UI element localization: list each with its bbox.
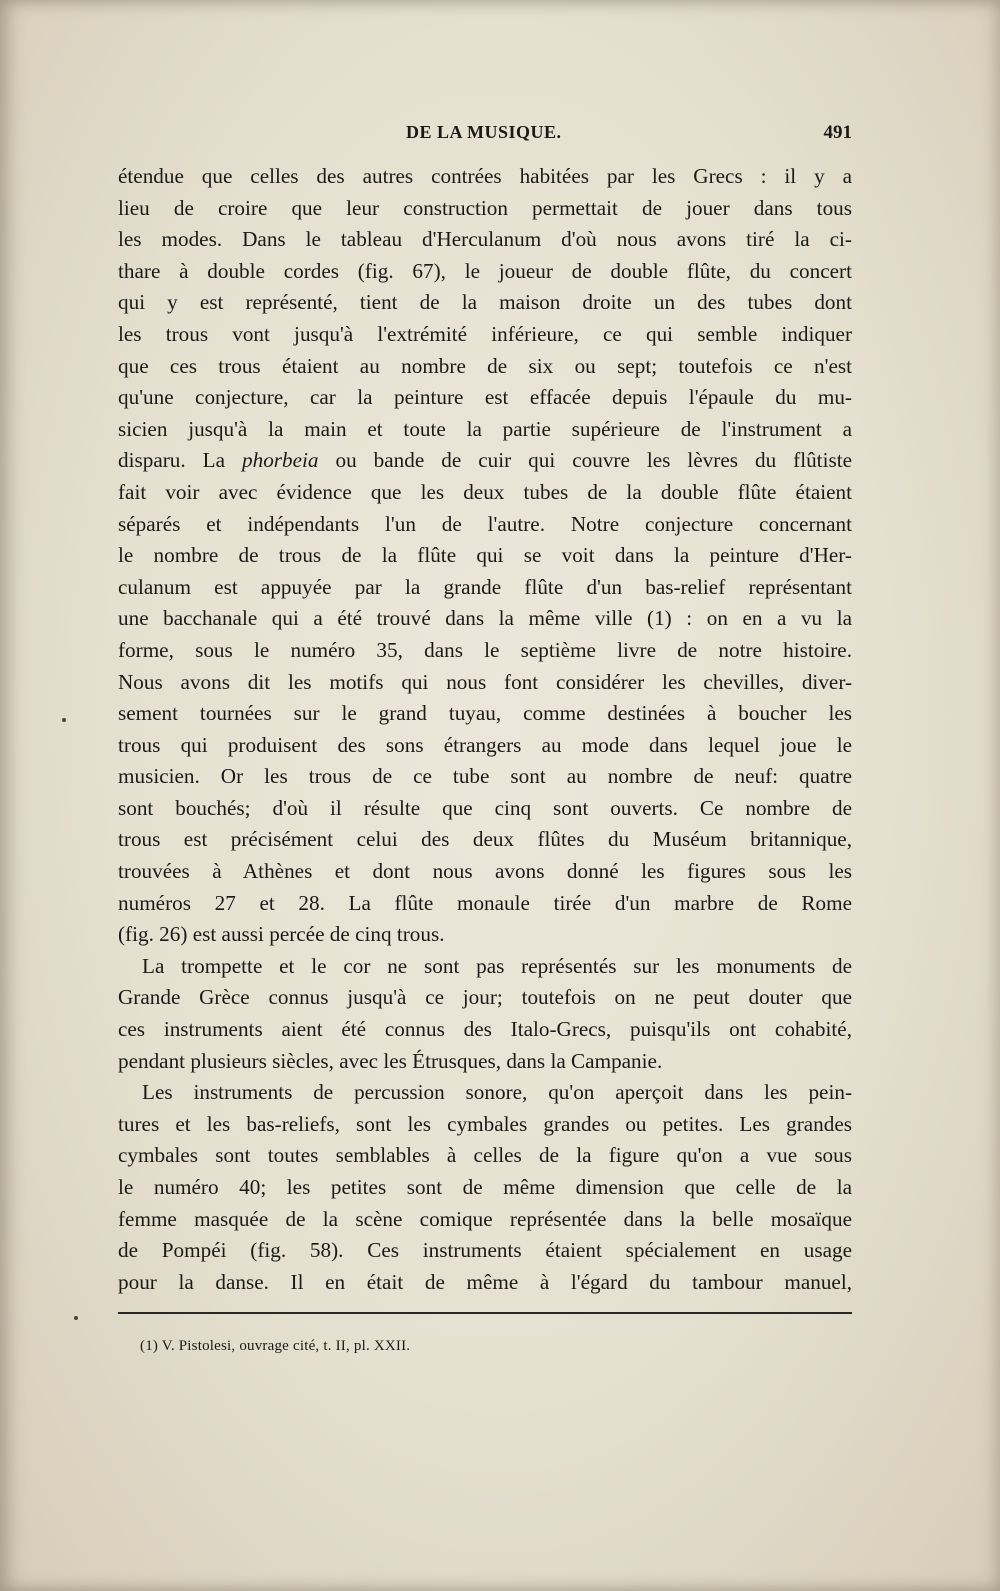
text-line: qui y est représenté, tient de la maison droite un des tubes dont — [118, 290, 852, 315]
text-line: séparés et indépendants l'un de l'autre. Notre conjecture concernant — [118, 511, 852, 536]
footnote: (1) V. Pistolesi, ouvrage cité, t. II, pl. XXII. — [140, 1338, 411, 1354]
text-line: Les instruments de percussion sonore, qu'on aperçoit dans les pein- — [142, 1080, 852, 1105]
text-line: sont bouchés; d'où il résulte que cinq sont ouverts. Ce nombre de — [118, 795, 852, 820]
page-header — [118, 122, 852, 148]
text-line: une bacchanale qui a été trouvé dans la même ville (1) : on en a vu la — [118, 606, 852, 631]
text-line: trous qui produisent des sons étrangers au mode dans lequel joue le — [118, 732, 852, 757]
text-line: La trompette et le cor ne sont pas représentés sur les monuments de — [142, 953, 852, 978]
text-line: culanum est appuyée par la grande flûte d'un bas-relief représentant — [118, 574, 852, 599]
text-line: musicien. Or les trous de ce tube sont au nombre de neuf: quatre — [118, 764, 852, 789]
text-line: femme masquée de la scène comique représentée dans la belle mosaïque — [118, 1206, 852, 1231]
text-line: pour la danse. Il en était de même à l'égard du tambour manuel, — [118, 1269, 852, 1294]
body-text — [118, 161, 852, 1298]
text-line: disparu. La phorbeia ou bande de cuir qui couvre les lèvres du flûtiste — [118, 448, 852, 473]
text-line: qu'une conjecture, car la peinture est effacée depuis l'épaule du mu- — [118, 385, 852, 410]
text-line: le numéro 40; les petites sont de même dimension que celle de la — [118, 1175, 852, 1199]
text-line: trous est précisément celui des deux flûtes du Muséum britannique, — [118, 827, 852, 852]
page-number: 491 — [823, 122, 852, 143]
text-line: tures et les bas-reliefs, sont les cymbales grandes ou petites. Les grandes — [118, 1111, 852, 1136]
text-line: que ces trous étaient au nombre de six ou sept; toutefois ce n'est — [118, 353, 852, 378]
text-line: trouvées à Athènes et dont nous avons donné les figures sous les — [118, 859, 852, 884]
text-line: étendue que celles des autres contrées habitées par les Grecs : il y a — [118, 164, 852, 188]
text-line: (fig. 26) est aussi percée de cinq trous. — [118, 922, 445, 947]
text-line: cymbales sont toutes semblables à celles de la figure qu'on a vue sous — [118, 1143, 852, 1168]
text-line: sement tournées sur le grand tuyau, comme destinées à boucher les — [118, 701, 852, 726]
margin-speck — [74, 1316, 78, 1320]
margin-speck — [62, 718, 66, 722]
text-line: lieu de croire que leur construction permettait de jouer dans tous — [118, 195, 852, 220]
text-line: thare à double cordes (fig. 67), le joueur de double flûte, du concert — [118, 258, 852, 283]
text-line: ces instruments aient été connus des Italo-Grecs, puisqu'ils ont cohabité, — [118, 1017, 852, 1042]
text-line: Nous avons dit les motifs qui nous font considérer les chevilles, diver- — [118, 669, 852, 694]
text-line: fait voir avec évidence que les deux tubes de la double flûte étaient — [118, 479, 852, 504]
text-line: de Pompéi (fig. 58). Ces instruments étaient spécialement en usage — [118, 1238, 852, 1263]
text-line: pendant plusieurs siècles, avec les Étrusques, dans la Campanie. — [118, 1048, 663, 1073]
text-line: numéros 27 et 28. La flûte monaule tirée d'un marbre de Rome — [118, 890, 852, 915]
text-line: sicien jusqu'à la main et toute la partie supérieure de l'instrument a — [118, 416, 852, 441]
text-line: les modes. Dans le tableau d'Herculanum d'où nous avons tiré la ci- — [118, 227, 852, 252]
text-line: forme, sous le numéro 35, dans le septième livre de notre histoire. — [118, 637, 852, 662]
running-title: DE LA MUSIQUE. — [406, 122, 562, 142]
text-line: les trous vont jusqu'à l'extrémité inférieure, ce qui semble indiquer — [118, 321, 852, 346]
text-line: Grande Grèce connus jusqu'à ce jour; toutefois on ne peut douter que — [118, 985, 852, 1010]
footnote-rule — [118, 1312, 852, 1314]
text-line: le nombre de trous de la flûte qui se voit dans la peinture d'Her- — [118, 543, 852, 568]
